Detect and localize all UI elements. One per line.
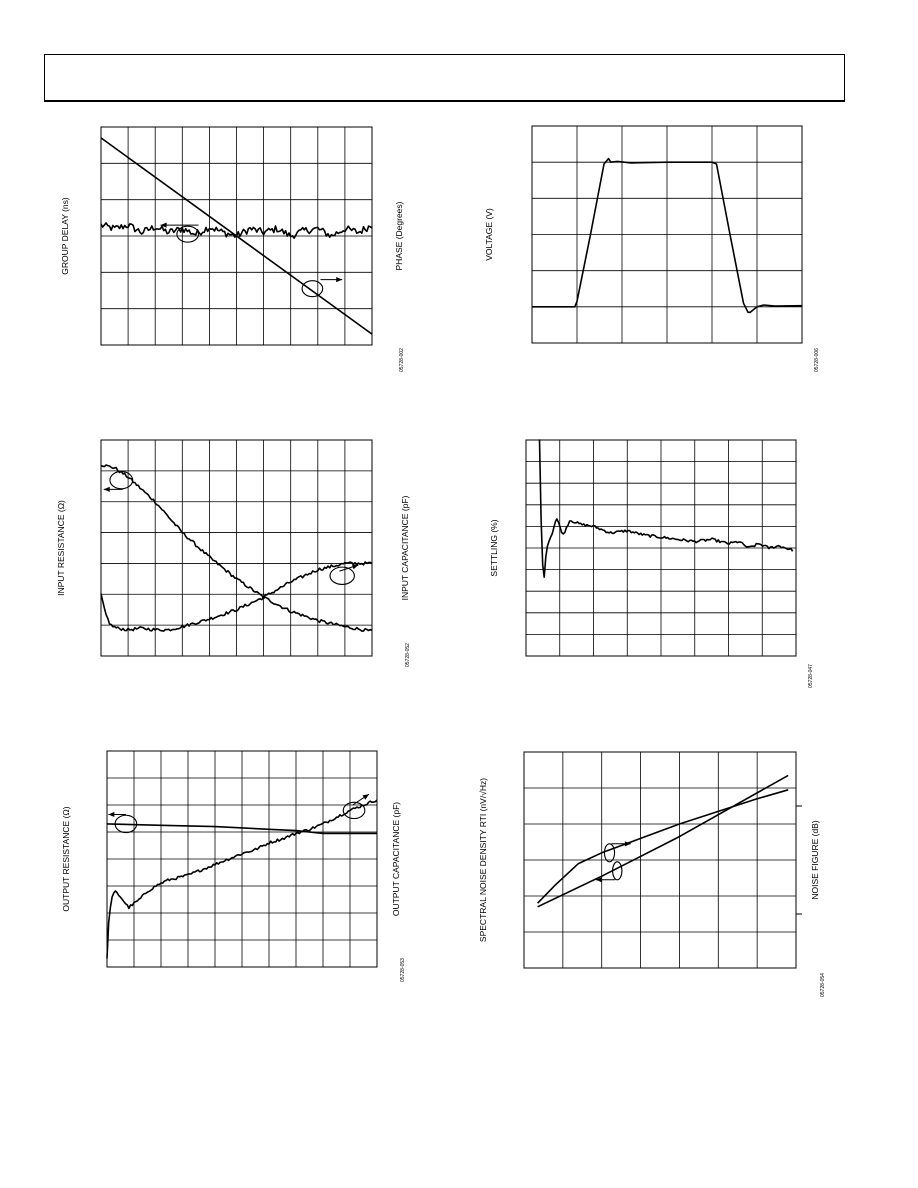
series-line-noise-figure-curve [538, 790, 789, 903]
chart-group-delay-phase [60, 127, 405, 372]
figure-code: 05728-047 [808, 664, 814, 688]
figure-code: 05728-052 [405, 643, 411, 667]
annotation-ellipse [604, 844, 614, 862]
chart-grid [524, 752, 796, 968]
chart-input-resistance-capacitance [56, 440, 411, 667]
figure-code: 05728-006 [814, 348, 820, 372]
arrowhead-icon [352, 564, 359, 569]
arrowhead-icon [336, 277, 342, 282]
y-axis-label: VOLTAGE (V) [484, 208, 494, 261]
arrowhead-icon [108, 812, 114, 817]
figure-code: 05728-053 [400, 958, 406, 982]
figure-code: 05728-002 [399, 348, 405, 372]
annotation-ellipse [110, 471, 133, 488]
annotation-ellipse [302, 281, 323, 297]
figure-code: 05728-054 [820, 973, 826, 997]
arrowhead-icon [362, 794, 368, 799]
chart-grid [526, 440, 796, 656]
annotation-ellipse [330, 567, 354, 584]
y-axis-label: SPECTRAL NOISE DENSITY RTI (nV/√Hz) [478, 777, 488, 943]
chart-grid [107, 751, 377, 967]
y-axis-label-right: PHASE (Degrees) [394, 201, 404, 271]
chart-output-resistance-capacitance [61, 751, 406, 982]
y-axis-label-right: NOISE FIGURE (dB) [810, 820, 820, 900]
chart-grid [532, 126, 802, 343]
y-axis-label: OUTPUT RESISTANCE (Ω) [61, 806, 71, 912]
chart-grid [101, 440, 372, 656]
y-axis-label: GROUP DELAY (ns) [60, 197, 70, 275]
y-axis-label: SETTLING (%) [489, 519, 499, 577]
series-line-spectral-density-line [538, 775, 789, 906]
chart-voltage-pulse [484, 126, 820, 372]
y-axis-label-right: INPUT CAPACITANCE (pF) [400, 495, 410, 601]
y-axis-label: INPUT RESISTANCE (Ω) [56, 500, 66, 596]
y-axis-label-right: OUTPUT CAPACITANCE (pF) [391, 801, 401, 917]
series-line-settling [540, 439, 793, 577]
chart-spectral-noise-figure [478, 752, 826, 997]
arrowhead-icon [104, 487, 110, 492]
chart-settling [489, 439, 814, 688]
